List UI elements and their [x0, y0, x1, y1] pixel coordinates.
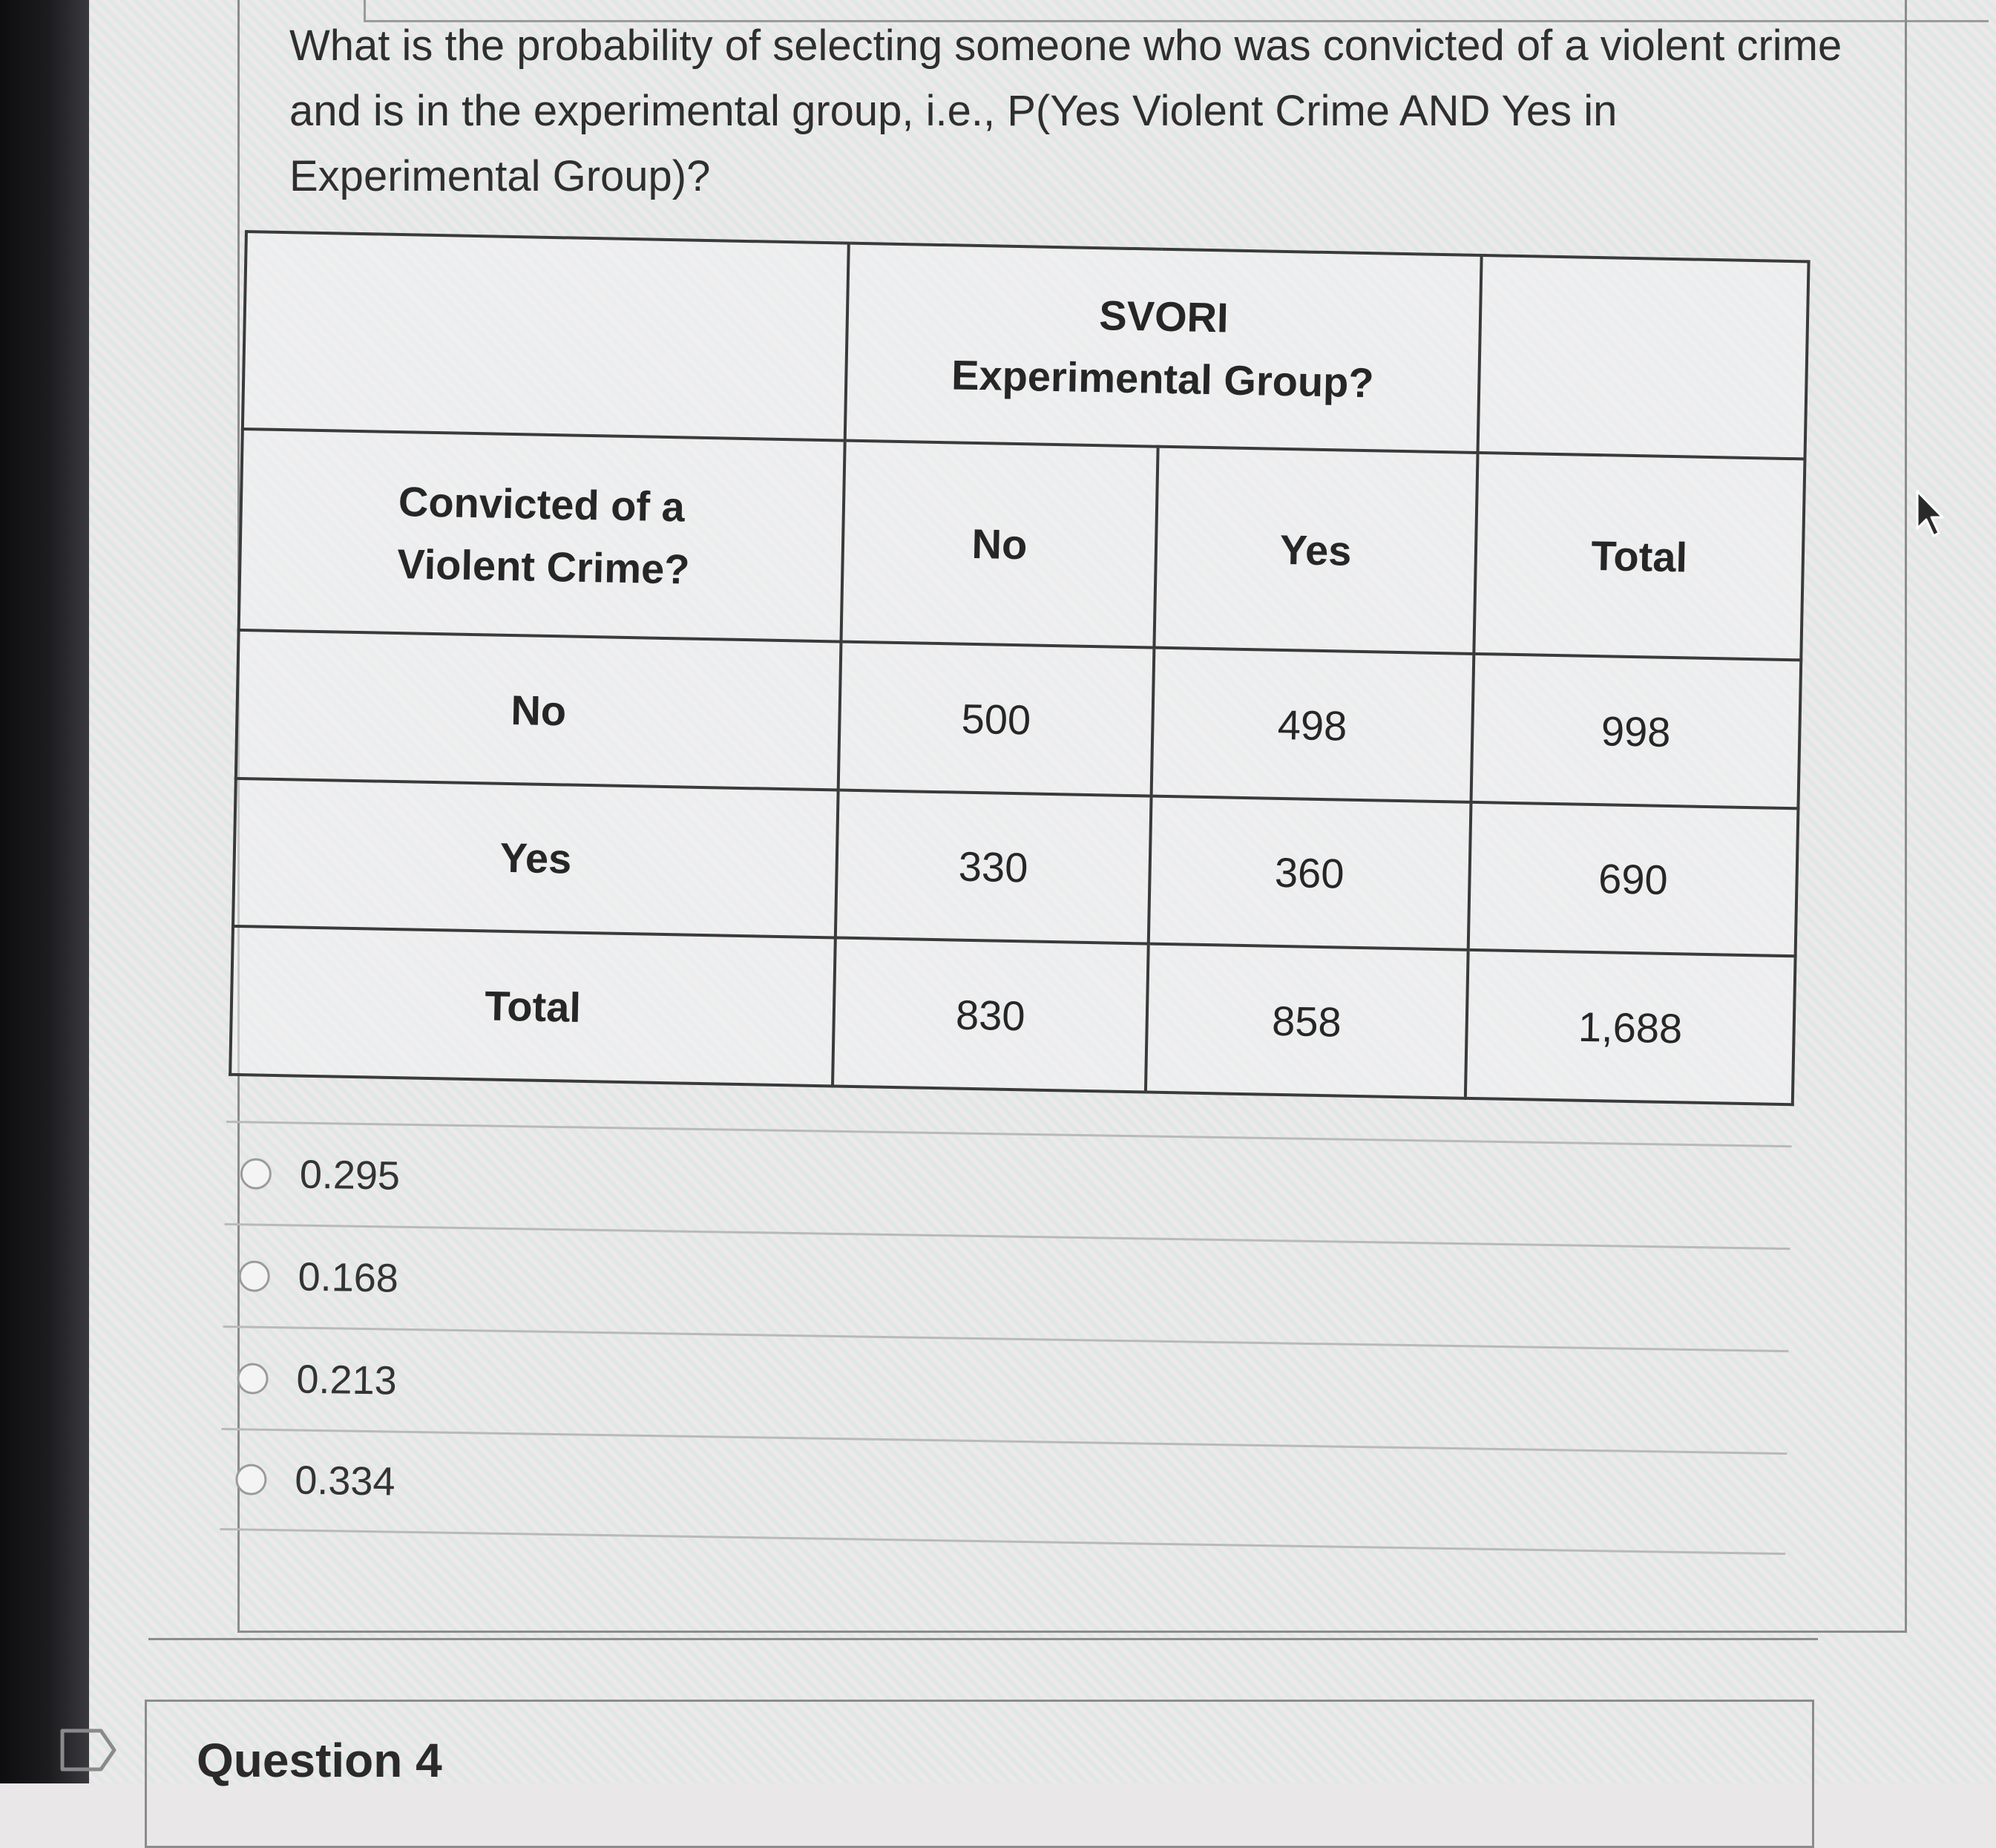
row-label-yes: Yes — [233, 779, 838, 938]
row-label-total: Total — [230, 926, 836, 1086]
radio-button-icon[interactable] — [240, 1158, 272, 1190]
cell-no-no: 500 — [838, 642, 1154, 796]
group-header-line2: Experimental Group? — [951, 351, 1375, 407]
cell-no-yes: 498 — [1151, 648, 1474, 802]
device-bezel — [0, 0, 89, 1783]
answer-options — [220, 1121, 1791, 1555]
answer-option-label: 0.168 — [298, 1254, 399, 1301]
cell-total-yes: 858 — [1145, 944, 1468, 1098]
contingency-table — [229, 230, 1810, 1106]
answer-option-label: 0.295 — [299, 1152, 401, 1199]
table-row — [230, 926, 1795, 1104]
question-text: What is the probability of selecting someone who was convicted of a violent crime and is in the experimental group, i.e., P(Yes Violent Crime AND Yes in Experimental Group)? — [289, 22, 1842, 200]
cell-yes-total: 690 — [1468, 802, 1798, 957]
col-header-total: Total — [1474, 453, 1805, 661]
row-header-line1: Convicted of a — [398, 477, 686, 531]
cell-no-total: 998 — [1471, 654, 1801, 808]
radio-button-icon[interactable] — [235, 1464, 267, 1495]
col-header-yes: Yes — [1154, 447, 1477, 654]
col-header-no: No — [841, 441, 1158, 648]
group-header — [845, 243, 1481, 453]
answer-option-label: 0.334 — [294, 1458, 395, 1504]
group-header-line1: SVORI — [1098, 292, 1230, 341]
flag-outline-icon[interactable] — [59, 1728, 117, 1772]
cell-total-no: 830 — [833, 938, 1148, 1092]
answer-option-label: 0.213 — [296, 1357, 398, 1403]
cell-yes-no: 330 — [836, 790, 1151, 944]
next-question-title: Question 4 — [197, 1734, 442, 1787]
table-row — [236, 630, 1801, 808]
cell-total-total: 1,688 — [1465, 950, 1796, 1104]
table-row — [233, 779, 1798, 957]
table-header-blank — [1477, 255, 1808, 459]
radio-button-icon[interactable] — [237, 1363, 269, 1395]
question-card-bottom-border — [148, 1581, 1818, 1640]
table-corner-cell — [243, 232, 849, 441]
row-header-line2: Violent Crime? — [396, 540, 691, 593]
row-variable-header — [239, 429, 845, 642]
cell-yes-yes: 360 — [1148, 796, 1471, 950]
mouse-pointer-icon — [1914, 490, 1944, 542]
row-label-no: No — [236, 630, 841, 790]
radio-button-icon[interactable] — [238, 1260, 270, 1292]
